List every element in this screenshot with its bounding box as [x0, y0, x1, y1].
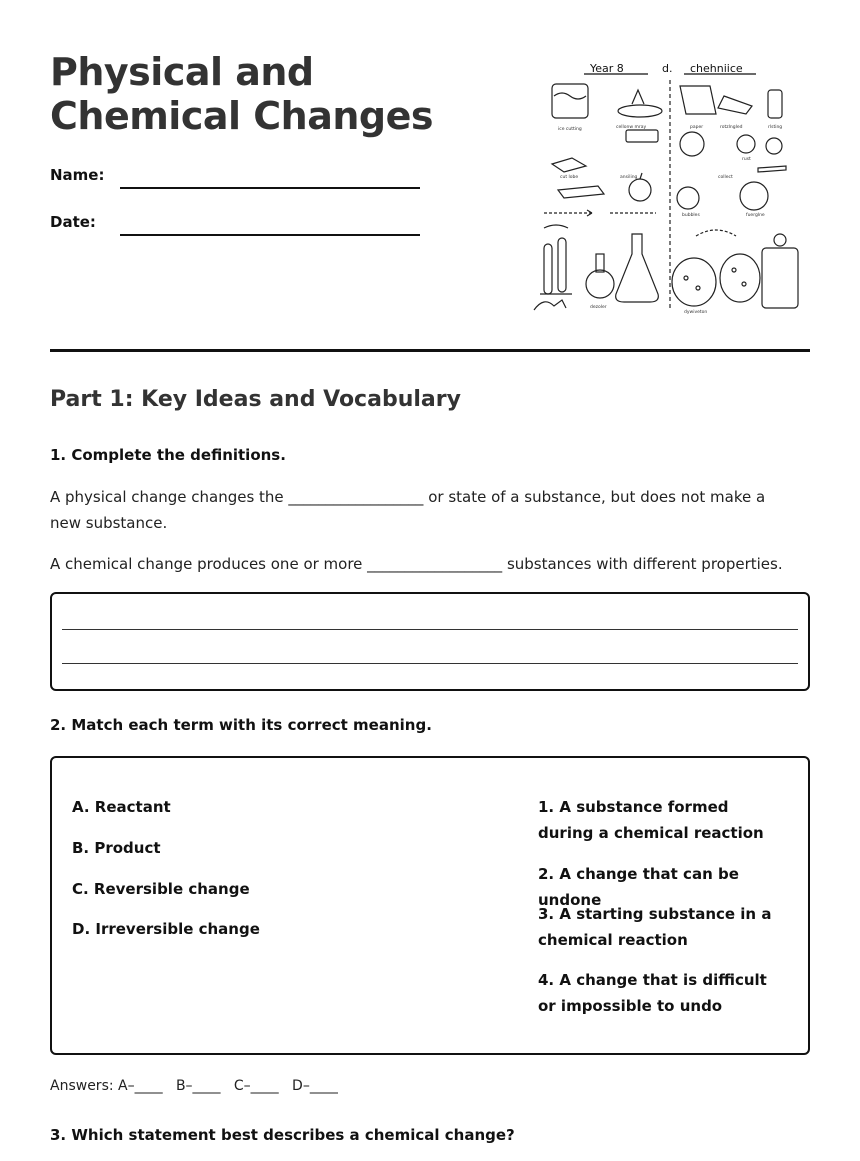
- illustration-year-text: Year 8: [590, 62, 624, 75]
- name-label: Name:: [50, 166, 105, 184]
- answer-line: [62, 663, 798, 664]
- answer-line: [62, 629, 798, 630]
- question-2-heading: 2. Match each term with its correct meaning.: [50, 716, 432, 734]
- illustration-subject-text: chehniice: [690, 62, 743, 75]
- svg-text:rlsting: rlsting: [768, 125, 783, 130]
- dish-icon: [618, 105, 662, 117]
- meaning-4: 4. A change that is difficult or impossible to undo: [538, 971, 767, 1015]
- svg-text:collect: collect: [718, 175, 733, 180]
- term-b: B. Product: [72, 839, 161, 857]
- beaker-icon: [762, 248, 798, 308]
- question-1-heading: 1. Complete the definitions.: [50, 446, 286, 464]
- svg-text:paper: paper: [690, 125, 704, 130]
- label-card-icon: [626, 130, 658, 142]
- test-tube-icon: [544, 244, 552, 294]
- paper-stack-icon: [680, 86, 716, 114]
- bird-icon: [718, 96, 752, 114]
- svg-text:rust: rust: [742, 157, 751, 162]
- pot-icon: [680, 132, 704, 156]
- svg-text:bubbles: bubbles: [682, 213, 700, 218]
- ice-block-icon: [552, 84, 588, 118]
- svg-text:cellonw mray: cellonw mray: [616, 125, 647, 130]
- meaning-2: 2. A change that can be undone: [538, 865, 739, 909]
- header-divider: [50, 349, 810, 352]
- jar-icon: [768, 90, 782, 118]
- definition-chemical: A chemical change produces one or more __________________ substances with different properties.: [50, 555, 783, 573]
- term-c: C. Reversible change: [72, 880, 250, 898]
- apple-fresh-icon: [740, 182, 768, 210]
- bubble-flask-icon: [720, 254, 760, 302]
- term-a: A. Reactant: [72, 798, 171, 816]
- svg-text:ansiling: ansiling: [620, 175, 638, 180]
- kangaroo-icon: [534, 300, 566, 310]
- meaning-1: 1. A substance formed during a chemical reaction: [538, 798, 764, 842]
- conical-flask-icon: [616, 234, 659, 302]
- name-field[interactable]: [120, 187, 420, 189]
- svg-text:cut lobe: cut lobe: [560, 175, 579, 180]
- answer-box[interactable]: [50, 592, 810, 691]
- svg-text:ice cutting: ice cutting: [558, 127, 582, 132]
- svg-text:fuerglne: fuerglne: [746, 213, 765, 218]
- round-flask-icon: [586, 270, 614, 298]
- matching-box: [50, 756, 810, 1055]
- part1-title: Part 1: Key Ideas and Vocabulary: [50, 387, 461, 412]
- definition-physical: A physical change changes the __________________ or state of a substance, but does not make a new substance.: [50, 488, 766, 532]
- date-field[interactable]: [120, 234, 420, 236]
- question-3-heading: 3. Which statement best describes a chemical change?: [50, 1126, 515, 1144]
- date-label: Date:: [50, 213, 96, 231]
- svg-text:dezoler: dezoler: [590, 305, 607, 310]
- svg-text:dywiveton: dywiveton: [684, 310, 708, 315]
- apple-icon: [629, 179, 651, 201]
- apple-rust-icon: [677, 187, 699, 209]
- chocolate-bar-icon: [552, 158, 586, 172]
- illustration-d-text: d.: [662, 62, 673, 75]
- fishbowl-icon: [672, 258, 716, 306]
- worksheet-illustration: [528, 56, 810, 318]
- page-title: Physical and Chemical Changes: [50, 50, 433, 138]
- matching-answers: Answers: A–____ B–____ C–____ D–____: [50, 1078, 338, 1094]
- svg-text:rotzlngled: rotzlngled: [720, 125, 743, 130]
- log-icon: [558, 186, 604, 198]
- match-icon: [758, 166, 786, 172]
- term-d: D. Irreversible change: [72, 920, 260, 938]
- meaning-3: 3. A starting substance in a chemical reaction: [538, 905, 772, 949]
